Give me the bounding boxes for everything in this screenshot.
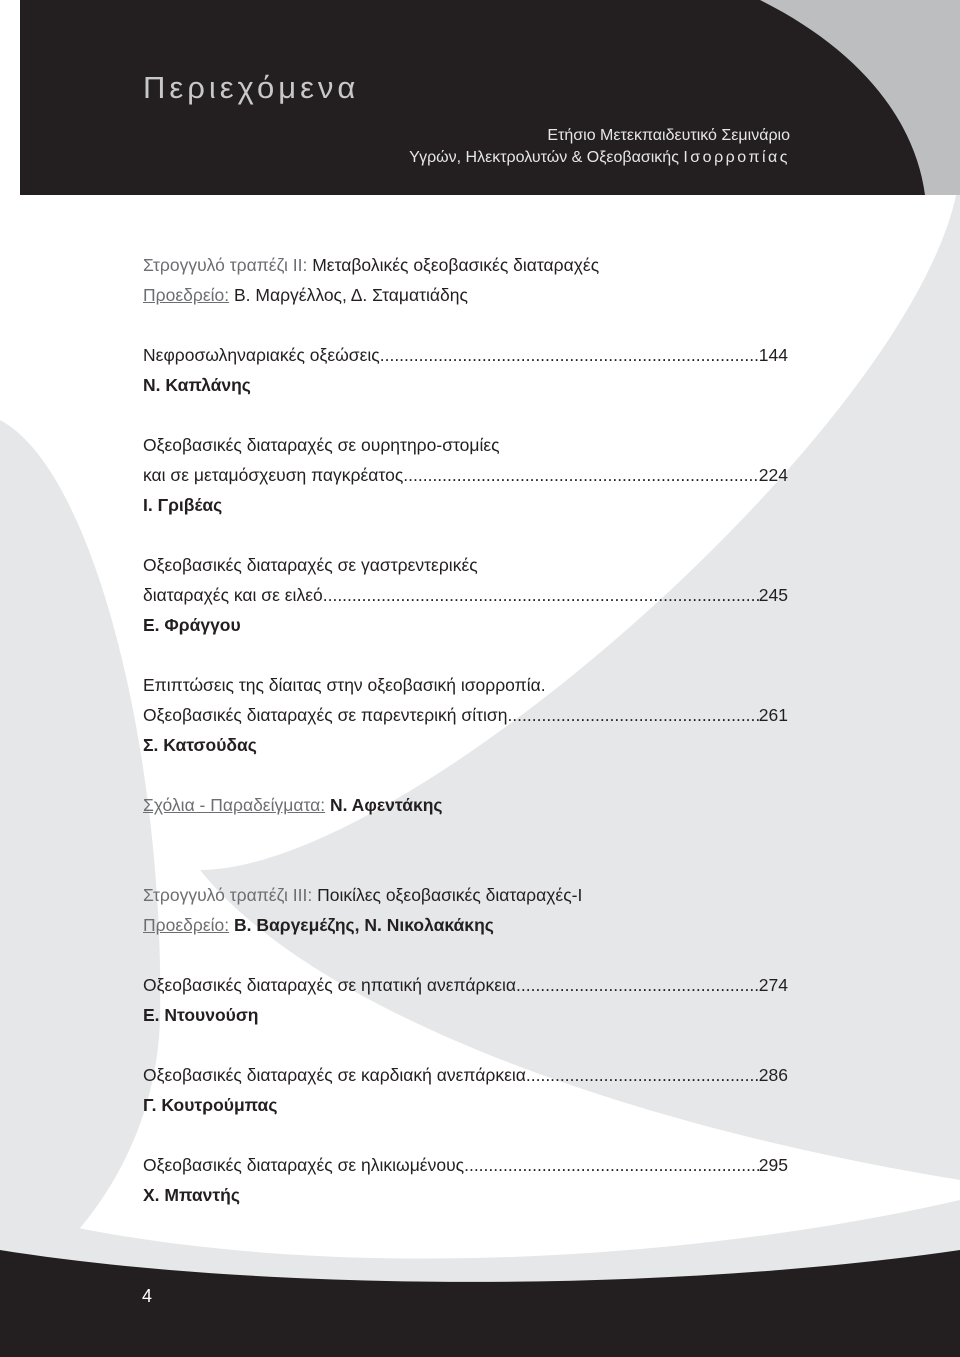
entry-title: Οξεοβασικές διαταραχές σε ηπατική ανεπάρκεια: [143, 975, 516, 995]
entry-speaker: Ν. Καπλάνης: [143, 375, 251, 395]
entry-page-number: 274: [758, 975, 788, 995]
entry-speaker: Ε. Ντουνούση: [143, 1005, 259, 1025]
entry-speaker: Σ. Κατσούδας: [143, 735, 257, 755]
subtitle-line-1: Ετήσιο Μετεκπαιδευτικό Σεμινάριο: [547, 127, 790, 144]
entry-title: Οξεοβασικές διαταραχές σε καρδιακή ανεπάρκεια: [143, 1065, 526, 1085]
entry-title: και σε μεταμόσχευση παγκρέατος: [143, 465, 404, 485]
toc-entry[interactable]: [143, 550, 788, 640]
subtitle-line-2: Υγρών, Ηλεκτρολυτών & Οξεοβασικής Ισορροπίας: [409, 149, 790, 166]
session-2-heading: Στρογγυλό τραπέζι ΙΙ: Μεταβολικές οξεοβασικές διαταραχές: [143, 255, 600, 275]
entry-title-line: Επιπτώσεις της δίαιτας στην οξεοβασική ισορροπία.: [143, 675, 546, 695]
toc-entry[interactable]: [143, 1150, 788, 1210]
table-of-contents: [143, 250, 788, 1210]
entry-title-line: Οξεοβασικές διαταραχές σε γαστρεντερικές: [143, 555, 478, 575]
seminar-subtitle: [409, 125, 790, 169]
entry-page-number: 295: [758, 1155, 788, 1175]
toc-entry[interactable]: [143, 1060, 788, 1120]
session-2-chairs: Προεδρείο: Β. Μαργέλλος, Δ. Σταματιάδης: [143, 285, 468, 305]
page-title: Περιεχόμενα: [143, 70, 360, 105]
entry-page-number: 286: [758, 1065, 788, 1085]
session-3-heading: Στρογγυλό τραπέζι ΙΙΙ: Ποικίλες οξεοβασικές διαταραχές-Ι: [143, 885, 583, 905]
entry-title: Νεφροσωληναριακές οξεώσεις: [143, 345, 380, 365]
toc-entry[interactable]: [143, 340, 788, 400]
entry-page-number: 224: [758, 465, 788, 485]
session-3-chairs: Προεδρείο: Β. Βαργεμέζης, Ν. Νικολακάκης: [143, 915, 494, 935]
comments-line: Σχόλια - Παραδείγματα: Ν. Αφεντάκης: [143, 795, 443, 815]
toc-entry[interactable]: [143, 670, 788, 760]
entry-title-line: Οξεοβασικές διαταραχές σε ουρητηρο-στομίες: [143, 435, 500, 455]
entry-speaker: Ι. Γριβέας: [143, 495, 223, 515]
toc-entry[interactable]: [143, 430, 788, 520]
entry-page-number: 245: [758, 585, 788, 605]
entry-speaker: Γ. Κουτρούμπας: [143, 1095, 278, 1115]
entry-title: Οξεοβασικές διαταραχές σε παρεντερική σίτιση: [143, 705, 508, 725]
gray-swoosh-left: [0, 420, 160, 1300]
entry-speaker: Χ. Μπαντής: [143, 1185, 240, 1205]
entry-page-number: 261: [758, 705, 788, 725]
page-number: 4: [142, 1286, 153, 1306]
toc-entry[interactable]: [143, 970, 788, 1030]
entry-title: διαταραχές και σε ειλεό: [143, 585, 323, 605]
entry-page-number: 144: [758, 345, 788, 365]
entry-title: Οξεοβασικές διαταραχές σε ηλικιωμένους: [143, 1155, 465, 1175]
entry-speaker: Ε. Φράγγου: [143, 615, 241, 635]
